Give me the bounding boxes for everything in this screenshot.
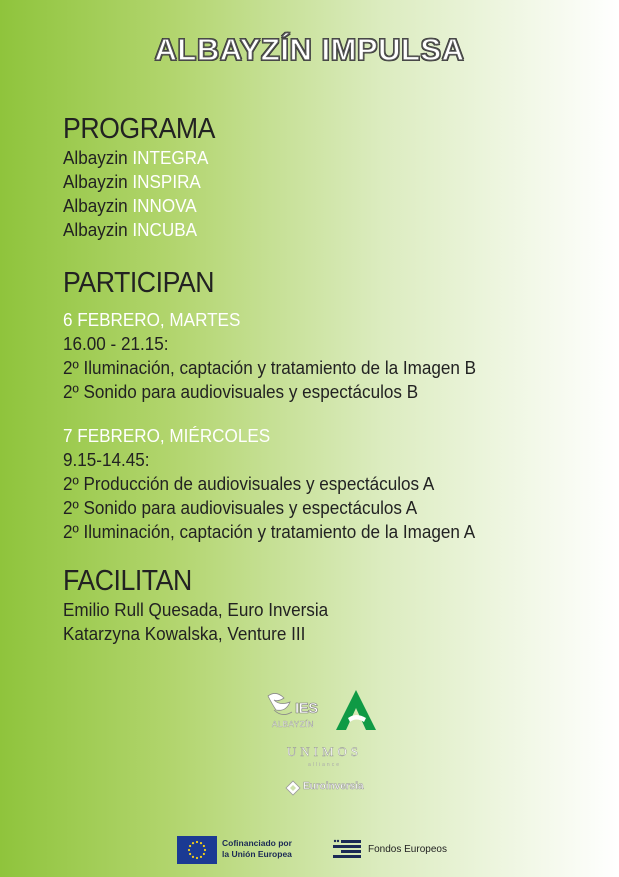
euroinversia-logo-text: Euroinversia — [303, 781, 364, 792]
footer-funding — [0, 830, 619, 870]
fondos-europeos-icon — [331, 838, 363, 860]
eu-text-line: la Unión Europea — [222, 849, 292, 859]
eu-cofinanciado-text — [222, 838, 292, 860]
facilitan-heading: FACILITAN — [63, 565, 192, 597]
eu-flag-icon — [177, 836, 217, 864]
session-block — [63, 308, 583, 404]
junta-andalucia-logo — [334, 688, 378, 732]
programa-heading: PROGRAMA — [63, 113, 215, 145]
programa-item-highlight: INTEGRA — [132, 148, 209, 168]
participan-heading: PARTICIPAN — [63, 267, 215, 299]
eu-text-line: Cofinanciado por — [222, 838, 292, 848]
programa-item-prefix: Albayzin — [63, 220, 128, 240]
ies-logo-text: IES — [295, 700, 318, 717]
session-group: 2º Producción de audiovisuales y espectáculos A — [63, 474, 435, 494]
programa-item-prefix: Albayzin — [63, 148, 128, 168]
session-date: 7 FEBRERO, MIÉRCOLES — [63, 426, 271, 446]
session-group: 2º Iluminación, captación y tratamiento de la Imagen A — [63, 522, 476, 542]
unimos-logo-name: UNIMOS — [286, 744, 363, 759]
session-time: 16.00 - 21.15: — [63, 334, 169, 354]
programa-item-highlight: INNOVA — [132, 196, 197, 216]
session-date: 6 FEBRERO, MARTES — [63, 310, 241, 330]
session-group: 2º Iluminación, captación y tratamiento de la Imagen B — [63, 358, 477, 378]
programa-item-prefix: Albayzin — [63, 196, 128, 216]
unimos-logo-subtext: alliance — [308, 762, 341, 768]
fondos-europeos-text: Fondos Europeos — [368, 844, 447, 855]
main-content — [63, 112, 583, 646]
programa-item — [63, 194, 557, 218]
programa-item — [63, 170, 557, 194]
programa-item — [63, 146, 557, 170]
page-title: ALBAYZÍN IMPULSA — [154, 32, 465, 67]
session-time: 9.15-14.45: — [63, 450, 150, 470]
programa-item-highlight: INSPIRA — [132, 172, 201, 192]
session-block — [63, 424, 583, 544]
programa-item — [63, 218, 557, 242]
programa-item-highlight: INCUBA — [132, 220, 198, 240]
session-group: 2º Sonido para audiovisuales y espectáculos B — [63, 382, 419, 402]
facilitator: Katarzyna Kowalska, Venture III — [63, 624, 306, 644]
ies-logo-subtext: ALBAYZÍN — [272, 720, 315, 729]
unimos-logo — [0, 744, 619, 768]
session-group: 2º Sonido para audiovisuales y espectáculos A — [63, 498, 418, 518]
programa-item-prefix: Albayzin — [63, 172, 128, 192]
facilitator: Emilio Rull Quesada, Euro Inversia — [63, 600, 329, 620]
programa-list — [63, 146, 583, 242]
